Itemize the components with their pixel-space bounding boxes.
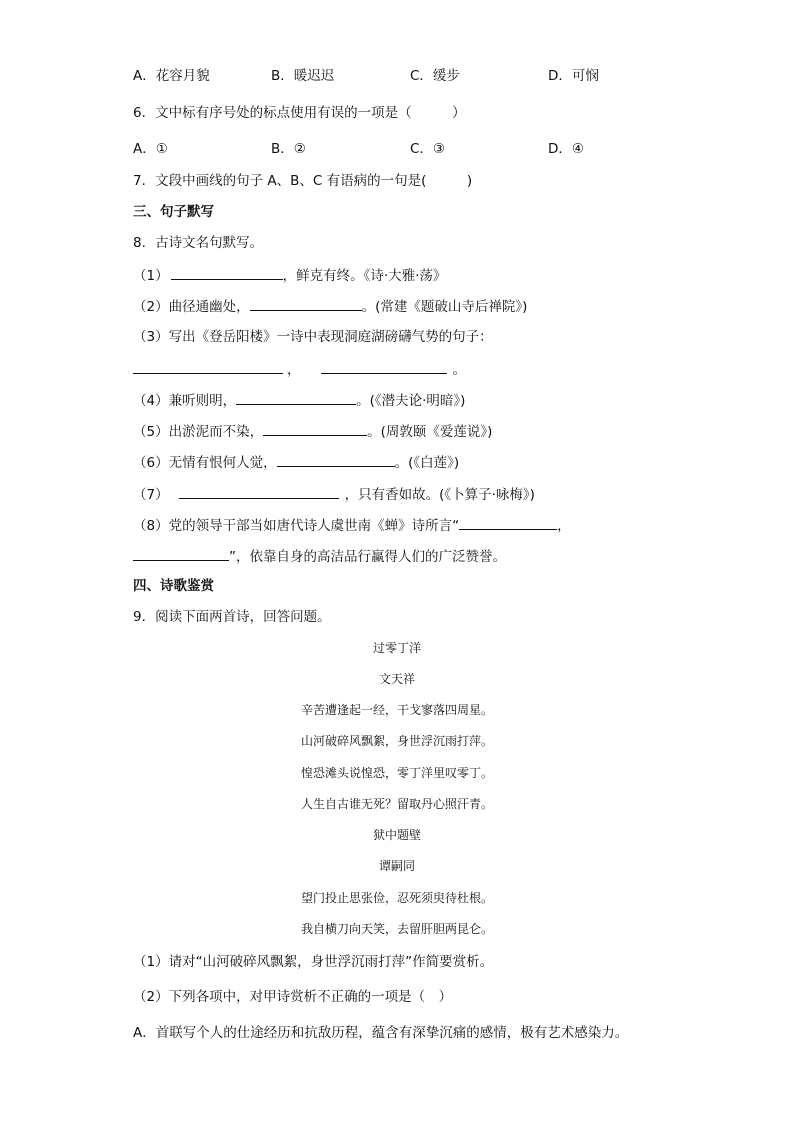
q8-item6-source: 。(《白莲》) — [394, 455, 460, 471]
q5-option-c: C．缓步 — [410, 68, 460, 84]
q8-item1 — [133, 265, 446, 285]
poem2-line: 我自横刀向天笑，去留肝胆两昆仑。 — [300, 922, 493, 936]
q8-item2-source: 。(常建《题破山寺后禅院》) — [361, 299, 528, 315]
poem2-author: 谭嗣同 — [378, 859, 415, 873]
q5-option-d: D．可悯 — [548, 68, 599, 84]
q8-item4-blank[interactable] — [236, 390, 356, 405]
q8-item3-blank-2[interactable] — [321, 359, 447, 374]
q6-option-c: C．③ — [410, 141, 446, 157]
q8-item5 — [133, 421, 492, 441]
poem2-title: 狱中题壁 — [372, 828, 421, 842]
q8-item8-blank-2[interactable] — [133, 546, 229, 561]
q8-item8-text2: ”，依靠自身的高洁品行赢得人们的广泛赞誉。 — [229, 549, 506, 565]
q5-option-a: A．花容月貌 — [133, 68, 210, 84]
q9-option-a: A．首联写个人的仕途经历和抗敌历程，蕴含有深挚沉痛的感情，极有艺术感染力。 — [133, 1025, 629, 1041]
q8-item7-number: （7） — [133, 487, 169, 503]
q6-option-a: A．① — [133, 141, 168, 157]
q8-item2 — [133, 296, 527, 316]
q9-stem: 9．阅读下面两首诗，回答问题。 — [133, 609, 331, 625]
q8-item3-end: 。 — [452, 362, 466, 378]
q6-option-d: D．④ — [548, 141, 584, 157]
poem1-line: 惶恐滩头说惶恐，零丁洋里叹零丁。 — [300, 766, 493, 780]
q8-item1-blank[interactable] — [171, 265, 283, 280]
q8-item8-blank-1[interactable] — [459, 515, 557, 530]
poem1-line: 山河破碎风飘絮，身世浮沉雨打萍。 — [300, 734, 493, 748]
poem1-line: 人生自古谁无死？留取丹心照汗青。 — [300, 797, 493, 811]
q8-item8 — [133, 515, 571, 535]
section4-title: 四、诗歌鉴赏 — [133, 578, 214, 594]
poem1-title: 过零丁洋 — [372, 641, 421, 655]
q8-item1-number: （1） — [133, 268, 169, 284]
q8-item7-blank[interactable] — [179, 484, 339, 499]
poem2-line: 望门投止思张俭，忍死须臾待杜根。 — [300, 891, 493, 905]
q8-item6-blank[interactable] — [277, 452, 395, 467]
q8-item8-comma: ， — [557, 518, 571, 534]
q6-stem: 6．文中标有序号处的标点使用有误的一项是（ ） — [133, 105, 466, 121]
poem1-line: 辛苦遭逢起一经，干戈寥落四周星。 — [300, 703, 493, 717]
q9-sub2: （2）下列各项中，对甲诗赏析不正确的一项是（ ） — [133, 989, 453, 1005]
q8-item6 — [133, 452, 459, 472]
q8-item4 — [133, 390, 465, 410]
q8-item5-blank[interactable] — [263, 421, 367, 436]
q9-sub1: （1）请对“山河破碎风飘絮，身世浮沉雨打萍”作简要赏析。 — [133, 954, 494, 970]
q8-item6-text: （6）无情有恨何人觉， — [133, 455, 277, 471]
q8-item3-separator: ， — [287, 362, 301, 378]
q8-item7 — [133, 484, 535, 504]
q8-item3: （3）写出《登岳阳楼》一诗中表现洞庭湖磅礴气势的句子： — [133, 329, 493, 345]
q8-item1-text: ，鲜克有终。《诗·大雅·荡》 — [282, 268, 447, 284]
q7-stem: 7．文段中画线的句子 A、B、C 有语病的一句是( ) — [133, 173, 473, 189]
poem1-author: 文天祥 — [378, 672, 415, 686]
q8-item5-source: 。(周敦颐《爱莲说》) — [367, 424, 493, 440]
q8-stem: 8．古诗文名句默写。 — [133, 235, 264, 251]
q8-item7-text: ，只有香如故。(《卜算子·咏梅》) — [344, 487, 535, 503]
q8-item3-blank-1[interactable] — [133, 359, 283, 374]
q5-option-b: B．暖迟迟 — [271, 68, 335, 84]
q8-item2-text: （2）曲径通幽处， — [133, 299, 250, 315]
q8-item4-source: 。(《潜夫论·明暗》) — [356, 393, 466, 409]
section3-title: 三、句子默写 — [133, 204, 214, 220]
q8-item5-text: （5）出淤泥而不染， — [133, 424, 264, 440]
q8-item2-blank[interactable] — [250, 296, 362, 311]
q8-item8-line2 — [133, 546, 506, 566]
q8-item3-answer — [133, 359, 466, 379]
q8-item8-text: （8）党的领导干部当如唐代诗人虞世南《蝉》诗所言“ — [133, 518, 460, 534]
q6-option-b: B．② — [271, 141, 306, 157]
q8-item4-text: （4）兼听则明， — [133, 393, 237, 409]
